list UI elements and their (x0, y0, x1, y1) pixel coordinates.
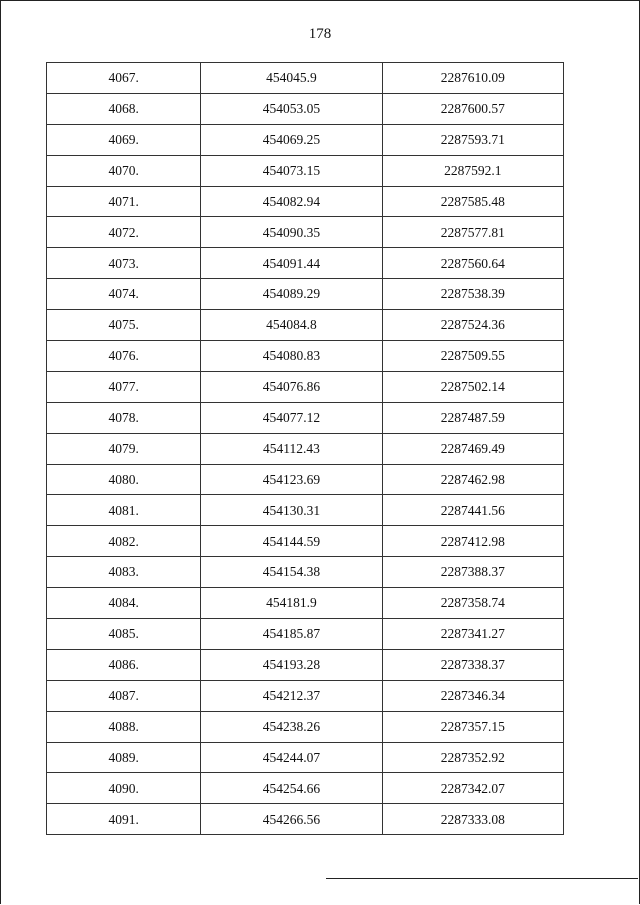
point-number-cell: 4068. (47, 93, 201, 124)
y-coordinate-cell: 2287538.39 (382, 279, 563, 310)
y-coordinate-cell: 2287412.98 (382, 526, 563, 557)
x-coordinate-cell: 454112.43 (201, 433, 382, 464)
x-coordinate-cell: 454084.8 (201, 310, 382, 341)
table-row (47, 773, 564, 804)
x-coordinate-cell: 454045.9 (201, 63, 382, 94)
x-coordinate-cell: 454091.44 (201, 248, 382, 279)
y-coordinate-cell: 2287346.34 (382, 680, 563, 711)
point-number-cell: 4086. (47, 649, 201, 680)
y-coordinate-cell: 2287610.09 (382, 63, 563, 94)
table-row (47, 248, 564, 279)
y-coordinate-cell: 2287462.98 (382, 464, 563, 495)
table-row (47, 402, 564, 433)
x-coordinate-cell: 454123.69 (201, 464, 382, 495)
point-number-cell: 4091. (47, 804, 201, 835)
point-number-cell: 4075. (47, 310, 201, 341)
y-coordinate-cell: 2287352.92 (382, 742, 563, 773)
x-coordinate-cell: 454077.12 (201, 402, 382, 433)
bottom-rule (326, 878, 638, 879)
x-coordinate-cell: 454080.83 (201, 341, 382, 372)
point-number-cell: 4080. (47, 464, 201, 495)
x-coordinate-cell: 454089.29 (201, 279, 382, 310)
point-number-cell: 4087. (47, 680, 201, 711)
point-number-cell: 4074. (47, 279, 201, 310)
point-number-cell: 4084. (47, 588, 201, 619)
x-coordinate-cell: 454266.56 (201, 804, 382, 835)
table-row (47, 495, 564, 526)
x-coordinate-cell: 454090.35 (201, 217, 382, 248)
x-coordinate-cell: 454082.94 (201, 186, 382, 217)
table-row (47, 341, 564, 372)
y-coordinate-cell: 2287487.59 (382, 402, 563, 433)
x-coordinate-cell: 454185.87 (201, 619, 382, 650)
y-coordinate-cell: 2287560.64 (382, 248, 563, 279)
table-row (47, 93, 564, 124)
y-coordinate-cell: 2287509.55 (382, 341, 563, 372)
y-coordinate-cell: 2287600.57 (382, 93, 563, 124)
table-row (47, 588, 564, 619)
point-number-cell: 4090. (47, 773, 201, 804)
table-row (47, 680, 564, 711)
point-number-cell: 4081. (47, 495, 201, 526)
table-row (47, 649, 564, 680)
point-number-cell: 4079. (47, 433, 201, 464)
table-row (47, 217, 564, 248)
y-coordinate-cell: 2287357.15 (382, 711, 563, 742)
point-number-cell: 4069. (47, 124, 201, 155)
coordinates-table-body (47, 63, 564, 835)
x-coordinate-cell: 454181.9 (201, 588, 382, 619)
point-number-cell: 4089. (47, 742, 201, 773)
table-row (47, 557, 564, 588)
x-coordinate-cell: 454238.26 (201, 711, 382, 742)
y-coordinate-cell: 2287358.74 (382, 588, 563, 619)
table-row (47, 63, 564, 94)
x-coordinate-cell: 454244.07 (201, 742, 382, 773)
point-number-cell: 4082. (47, 526, 201, 557)
point-number-cell: 4077. (47, 371, 201, 402)
coordinates-table (46, 62, 564, 835)
y-coordinate-cell: 2287592.1 (382, 155, 563, 186)
y-coordinate-cell: 2287388.37 (382, 557, 563, 588)
point-number-cell: 4085. (47, 619, 201, 650)
table-row (47, 371, 564, 402)
point-number-cell: 4073. (47, 248, 201, 279)
y-coordinate-cell: 2287469.49 (382, 433, 563, 464)
point-number-cell: 4067. (47, 63, 201, 94)
x-coordinate-cell: 454144.59 (201, 526, 382, 557)
x-coordinate-cell: 454193.28 (201, 649, 382, 680)
point-number-cell: 4088. (47, 711, 201, 742)
table-row (47, 186, 564, 217)
y-coordinate-cell: 2287577.81 (382, 217, 563, 248)
x-coordinate-cell: 454053.05 (201, 93, 382, 124)
table-row (47, 464, 564, 495)
point-number-cell: 4070. (47, 155, 201, 186)
table-row (47, 804, 564, 835)
y-coordinate-cell: 2287341.27 (382, 619, 563, 650)
y-coordinate-cell: 2287593.71 (382, 124, 563, 155)
y-coordinate-cell: 2287342.07 (382, 773, 563, 804)
x-coordinate-cell: 454254.66 (201, 773, 382, 804)
page-number: 178 (308, 26, 332, 42)
table-row (47, 310, 564, 341)
table-row (47, 619, 564, 650)
table-row (47, 279, 564, 310)
y-coordinate-cell: 2287441.56 (382, 495, 563, 526)
point-number-cell: 4078. (47, 402, 201, 433)
x-coordinate-cell: 454212.37 (201, 680, 382, 711)
x-coordinate-cell: 454073.15 (201, 155, 382, 186)
y-coordinate-cell: 2287585.48 (382, 186, 563, 217)
x-coordinate-cell: 454069.25 (201, 124, 382, 155)
table-row (47, 124, 564, 155)
point-number-cell: 4072. (47, 217, 201, 248)
y-coordinate-cell: 2287338.37 (382, 649, 563, 680)
point-number-cell: 4071. (47, 186, 201, 217)
x-coordinate-cell: 454130.31 (201, 495, 382, 526)
x-coordinate-cell: 454076.86 (201, 371, 382, 402)
point-number-cell: 4076. (47, 341, 201, 372)
y-coordinate-cell: 2287333.08 (382, 804, 563, 835)
table-row (47, 155, 564, 186)
table-row (47, 711, 564, 742)
table-row (47, 742, 564, 773)
y-coordinate-cell: 2287502.14 (382, 371, 563, 402)
table-row (47, 526, 564, 557)
table-row (47, 433, 564, 464)
x-coordinate-cell: 454154.38 (201, 557, 382, 588)
point-number-cell: 4083. (47, 557, 201, 588)
y-coordinate-cell: 2287524.36 (382, 310, 563, 341)
